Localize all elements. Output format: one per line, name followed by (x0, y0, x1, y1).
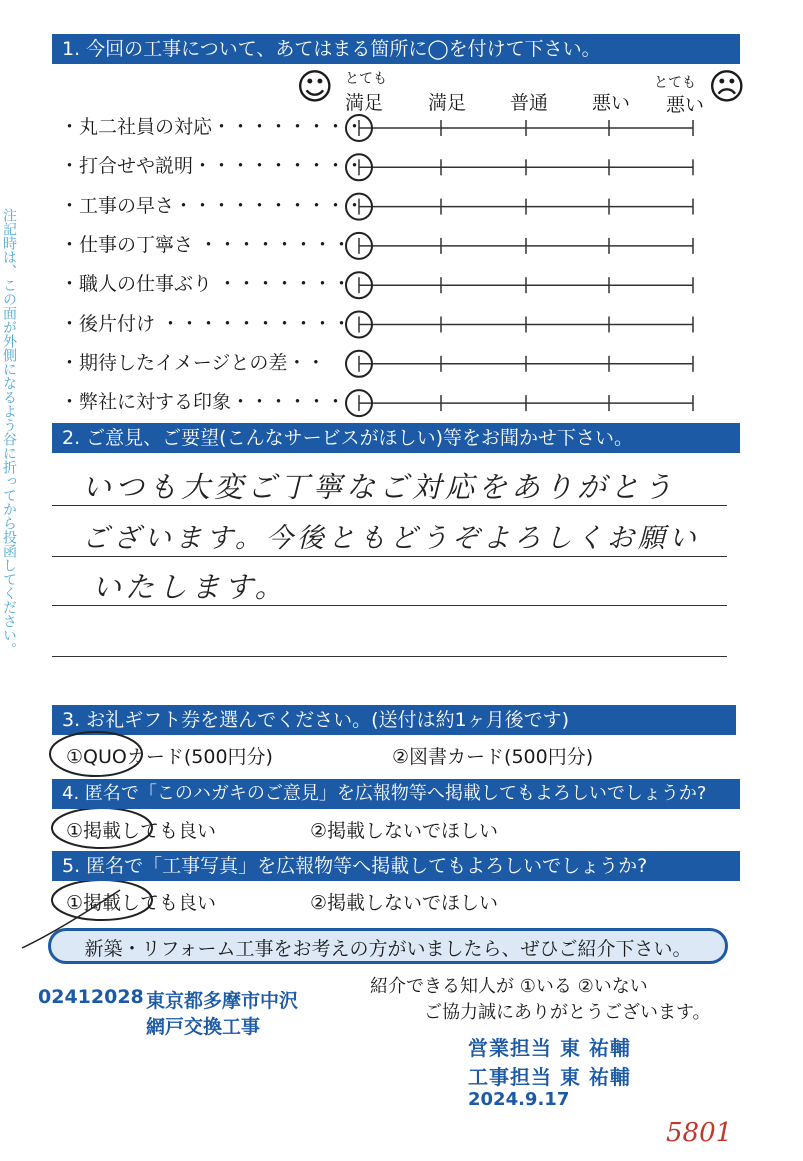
scale-label-2: 普通 (510, 92, 549, 114)
handwritten-number: 5801 (666, 1118, 733, 1148)
rating-row-label: ・仕事の丁寧さ ・・・・・・・・ (60, 233, 352, 256)
rating-row-label: ・後片付け ・・・・・・・・・・ (60, 312, 352, 335)
q3-title: 3. お礼ギフト券を選んでください。(送付は約1ヶ月後です) (52, 705, 736, 735)
comment-line-0[interactable]: いつも大変ご丁寧なご対応をありがとう (82, 470, 677, 504)
customer-code: 02412028 (38, 986, 144, 1008)
referral-question[interactable]: 紹介できる知人が ①いる ②いない (370, 976, 648, 997)
sad-face-icon: ☹ (708, 67, 746, 108)
q3-option-quo[interactable]: ①QUOカード(500円分) (66, 746, 273, 768)
rating-row-label: ・工事の早さ・・・・・・・・・・ (60, 194, 365, 217)
q4-title: 4. 匿名で「このハガキのご意見」を広報物等へ掲載してもよろしいでしょうか? (52, 779, 740, 809)
customer-work: 網戸交換工事 (146, 1016, 261, 1038)
side-note: 注記時は、この面が外側になるよう谷に折ってから投函してください。 (1, 208, 17, 656)
referral-thanks: ご協力誠にありがとうございます。 (424, 1002, 711, 1023)
customer-address: 東京都多摩市中沢 (146, 990, 299, 1012)
comment-line-1[interactable]: ございます。今後ともどうぞよろしくお願い (82, 523, 700, 554)
q1-title: 1. 今回の工事について、あてはまる箇所に◯を付けて下さい。 (52, 34, 740, 64)
comment-line-2[interactable]: いたします。 (92, 570, 288, 604)
q4-option-allow[interactable]: ①掲載しても良い (66, 820, 217, 842)
rating-row-label: ・丸二社員の対応・・・・・・・・ (60, 116, 365, 138)
rating-row-label: ・弊社に対する印象・・・・・・ (60, 391, 346, 414)
happy-face-icon: ☺ (296, 67, 334, 108)
staff-date: 2024.9.17 (468, 1089, 570, 1110)
sales-staff: 営業担当 東 祐輔 (468, 1036, 631, 1060)
referral-banner: 新築・リフォーム工事をお考えの方がいましたら、ぜひご紹介下さい。 (48, 928, 728, 964)
q3-option-tosho[interactable]: ②図書カード(500円分) (392, 746, 594, 768)
q4-option-deny[interactable]: ②掲載しないでほしい (310, 820, 499, 842)
rating-row-label: ・期待したイメージとの差・・ (60, 351, 326, 374)
q5-option-deny[interactable]: ②掲載しないでほしい (310, 892, 499, 914)
q5-title: 5. 匿名で「工事写真」を広報物等へ掲載してもよろしいでしょうか? (52, 851, 740, 881)
scale-label-4: 悪い (666, 94, 705, 116)
scale-label-top-4: とても (654, 75, 696, 91)
construction-staff: 工事担当 東 祐輔 (468, 1065, 631, 1089)
scale-label-top-0: とても (345, 71, 387, 87)
scale-label-3: 悪い (592, 92, 631, 114)
rating-row-label: ・打合せや説明・・・・・・・・・ (60, 155, 365, 178)
scale-label-0: 満足 (345, 92, 384, 114)
scale-label-1: 満足 (428, 92, 467, 114)
rating-row-label: ・職人の仕事ぶり ・・・・・・・ (60, 273, 352, 296)
q5-option-allow[interactable]: ①掲載しても良い (66, 892, 217, 914)
q2-title: 2. ご意見、ご要望(こんなサービスがほしい)等をお聞かせ下さい。 (52, 423, 740, 453)
